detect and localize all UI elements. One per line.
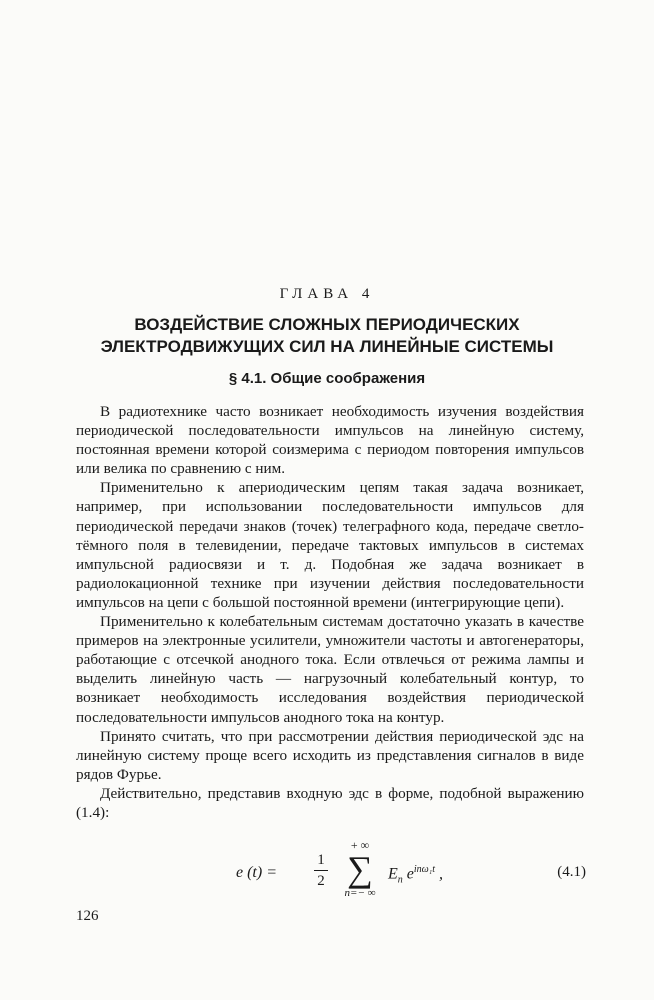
- formula-fraction: [314, 852, 328, 889]
- term-exp-base: e: [406, 865, 414, 883]
- sum-symbol: ∑: [347, 849, 373, 889]
- paragraph-5: Действительно, представив входную эдс в форме, подобной выражению (1.4):: [76, 784, 584, 821]
- paragraph-2: Применительно к апериодическим цепям такая задача возникает, например, при использовании последовательности импульсов для периодической передачи знаков (точек) телеграфного кода, передаче светло-тёмного поля в телевидении, передаче тактовых импульсов в системах импульсной радиосвязи и т. д. Подобная же задача возникает в радиолокационной технике при изучении действия последовательности импульсов на цепи с большой постоянной времени (интегрирующие цепи).: [76, 479, 584, 611]
- chapter-title-line-1: ВОЗДЕЙСТВИЕ СЛОЖНЫХ ПЕРИОДИЧЕСКИХ: [134, 315, 520, 334]
- summation: [340, 838, 380, 900]
- paragraph-4: Принято считать, что при рассмотрении действия периодической эдс на линейную систему проще всего исходить из представления сигналов в виде рядов Фурье.: [76, 727, 584, 783]
- equation-number: (4.1): [557, 864, 586, 880]
- chapter-title-line-2: ЭЛЕКТРОДВИЖУЩИХ СИЛ НА ЛИНЕЙНЫЕ СИСТЕМЫ: [100, 337, 554, 356]
- page-number: 126: [76, 908, 99, 924]
- equation-4-1: [76, 838, 586, 910]
- sum-lower-limit: n=− ∞: [344, 887, 376, 899]
- formula-lhs: e (t) =: [236, 864, 277, 881]
- term-trailing: ,: [438, 865, 443, 883]
- chapter-label: ГЛАВА 4: [279, 286, 375, 302]
- chapter-title: [60, 314, 594, 358]
- fraction-bar: [314, 870, 328, 871]
- fraction-numerator: 1: [317, 852, 325, 868]
- body-text: [76, 402, 584, 822]
- sum-upper-limit: + ∞: [350, 838, 370, 852]
- section-title: § 4.1. Общие соображения: [228, 370, 426, 387]
- term-e-coef: E: [388, 865, 398, 883]
- fraction-denominator: 2: [317, 873, 325, 889]
- formula-term: [388, 864, 443, 886]
- paragraph-3: Применительно к колебательным системам достаточно указать в качестве примеров на электронные усилители, умножители частоты и автогенераторы, работающие с отсечкой анодного тока. Если отвлечься от режима лампы и выделить линейную часть — нагрузочный колебательный контур, то возникает необходимость исследования воздействия периодической последовательности импульсов анодного тока на контур.: [76, 613, 584, 726]
- term-exp-sup: inω₁t: [413, 864, 435, 875]
- paragraph-1: В радиотехнике часто возникает необходимость изучения воздействия периодической последовательности импульсов на линейную систему, постоянная времени которой соизмерима с периодом повторения импульсов или велика по сравнению с ним.: [76, 403, 584, 478]
- term-e-sub: n: [397, 874, 403, 886]
